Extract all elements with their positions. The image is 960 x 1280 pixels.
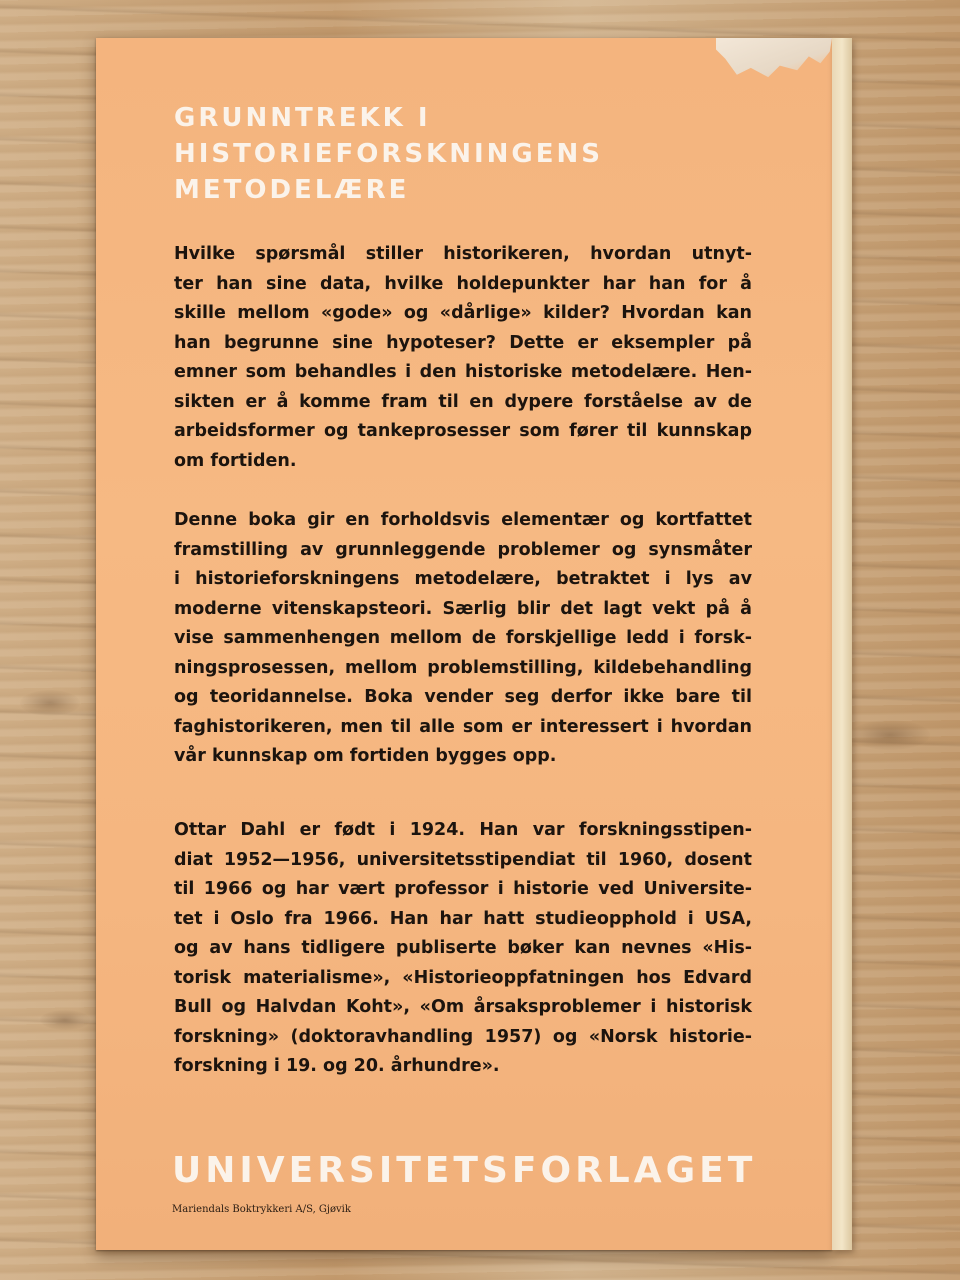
text-line: i historieforskningens metodelære, betraktet i lys av: [174, 569, 752, 589]
text-line: vise sammenhengen mellom de forskjellige ledd i forsk-: [174, 628, 752, 648]
wood-knot: [850, 720, 930, 750]
text-line: om fortiden.: [174, 450, 297, 471]
book-page-edge: [832, 38, 852, 1250]
text-line: han begrunne sine hypoteser? Dette er eksempler på: [174, 332, 752, 353]
text-line: faghistorikeren, men til alle som er interessert i hvordan: [174, 716, 752, 737]
text-line: Ottar Dahl er født i 1924. Han var forskningsstipen-: [174, 820, 752, 840]
text-line: vår kunnskap om fortiden bygges opp.: [174, 746, 557, 766]
publisher-name: UNIVERSITETSFORLAGET: [172, 1150, 757, 1191]
title-line: GRUNNTREKK I: [174, 103, 431, 133]
title-line: HISTORIEFORSKNINGENS: [174, 139, 603, 169]
text-line: og teoridannelse. Boka vender seg derfor ikke bare til: [174, 687, 752, 707]
wood-knot: [40, 1010, 90, 1030]
text-line: arbeidsformer og tankeprosesser som fører til kunnskap: [174, 421, 752, 441]
author-bio-paragraph: [174, 816, 752, 1082]
printer-credit: Mariendals Boktrykkeri A/S, Gjøvik: [172, 1204, 351, 1215]
text-line: emner som behandles i den historiske metodelære. Hen-: [174, 362, 752, 382]
text-line: og av hans tidligere publiserte bøker kan nevnes «His-: [174, 938, 752, 958]
text-line: diat 1952—1956, universitetsstipendiat til 1960, dosent: [174, 849, 752, 870]
text-line: forskning i 19. og 20. århundre».: [174, 1056, 500, 1076]
wood-knot: [20, 690, 80, 716]
text-line: skille mellom «gode» og «dårlige» kilder? Hvordan kan: [174, 303, 752, 323]
text-line: torisk materialisme», «Historieoppfatningen hos Edvard: [174, 967, 752, 988]
text-line: ter han sine data, hvilke holdepunkter har han for å: [174, 273, 752, 294]
text-line: sikten er å komme fram til en dypere forståelse av de: [174, 391, 752, 412]
torn-corner: [716, 38, 832, 84]
book-back-cover: [96, 38, 832, 1250]
text-line: ningsprosessen, mellom problemstilling, kildebehandling: [174, 657, 752, 678]
text-line: Denne boka gir en forholdsvis elementær og kortfattet: [174, 510, 752, 530]
text-line: tet i Oslo fra 1966. Han har hatt studieopphold i USA,: [174, 908, 752, 929]
text-line: Hvilke spørsmål stiller historikeren, hvordan utnyt-: [174, 244, 752, 264]
description-paragraph-1: [174, 240, 752, 476]
description-paragraph-2: [174, 506, 752, 772]
book-title: [174, 100, 603, 208]
text-line: Bull og Halvdan Koht», «Om årsaksproblemer i historisk: [174, 997, 752, 1017]
title-line: METODELÆRE: [174, 175, 410, 205]
text-line: til 1966 og har vært professor i historie ved Universite-: [174, 879, 752, 899]
text-line: framstilling av grunnleggende problemer og synsmåter: [174, 539, 752, 560]
text-line: forskning» (doktoravhandling 1957) og «Norsk historie-: [174, 1026, 752, 1047]
text-line: moderne vitenskapsteori. Særlig blir det lagt vekt på å: [174, 598, 752, 619]
